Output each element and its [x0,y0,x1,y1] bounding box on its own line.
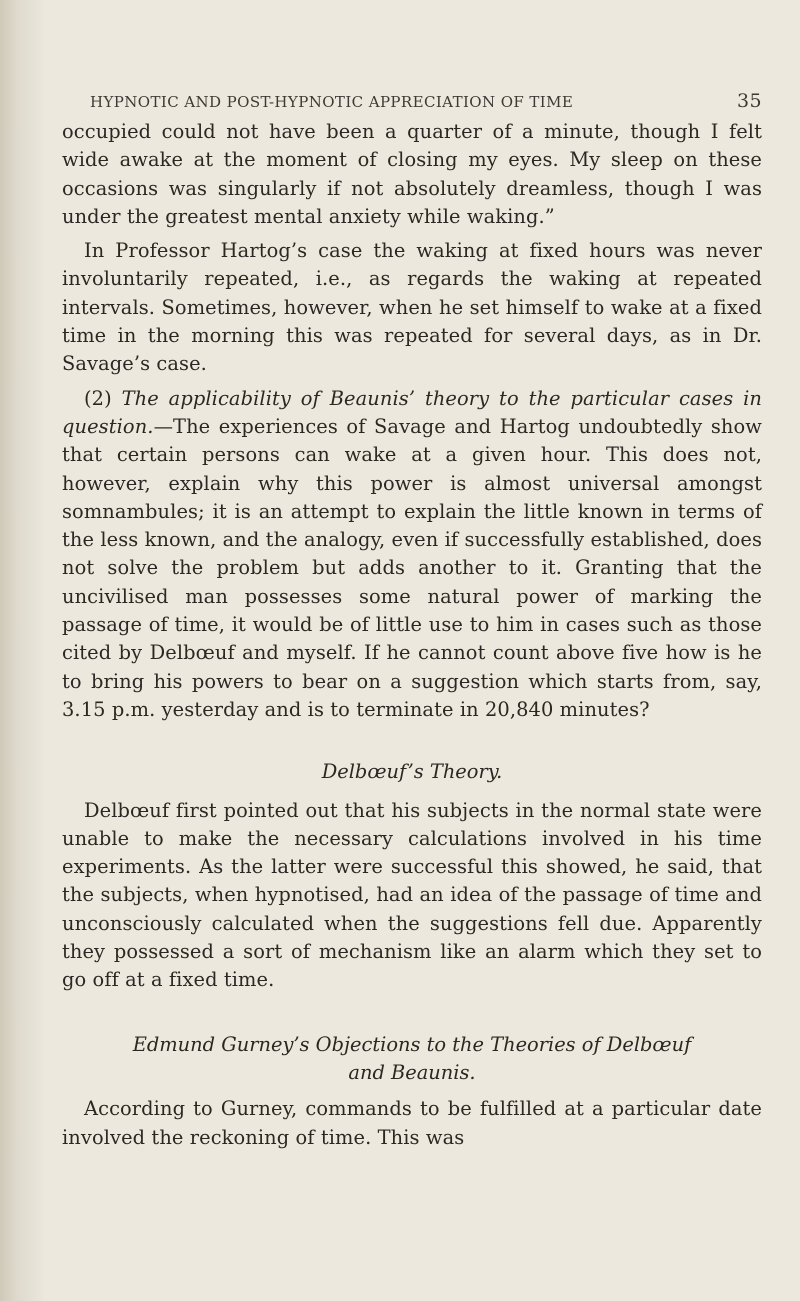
paragraph-gurney: According to Gurney, commands to be fulfilled at a particular date involved the reckoning of time. This was [62,1097,762,1149]
heading-delboeuf-theory: Delbœuf’s Theory. [321,760,503,784]
section-title-italic: The applicability of Beaunis’ theory to the particular cases in question. [62,386,762,438]
paragraph-hartog-case: In Professor Hartog’s case the waking at fixed hours was never involuntarily repeated, i.e., as regards the waking at repeated intervals. Sometimes, however, when he set himself to wake at a fixed time in the morning this was repeated for several days, as in Dr. Savage’s case. [62,239,762,376]
heading-gurney-objections [62,1031,762,1088]
running-head-title: HYPNOTIC AND POST-HYPNOTIC APPRECIATION OF TIME [90,93,574,111]
paragraph-continuation: occupied could not have been a quarter of a minute, though I felt wide awake at the moment of closing my eyes. My sleep on these occasions was singularly if not absolutely dreamless, though I was under the greatest mental anxiety while waking.” [62,120,762,228]
section-number: (2) [84,386,122,410]
running-head [62,90,762,112]
heading-gurney-line-2: and Beaunis. [348,1060,476,1084]
book-gutter-shadow [0,0,44,1301]
book-page [62,90,762,1152]
heading-gurney-line-1: Edmund Gurney’s Objections to the Theories of Delbœuf [132,1032,692,1056]
paragraph-applicability-body: —The experiences of Savage and Hartog undoubtedly show that certain persons can wake at a given hour. This does not, however, explain why this power is almost universal amongst somnambules; it is an attempt to explain the little known in terms of the less known, and the analogy, even if successfully established, does not solve the problem but adds another to it. Granting that the uncivilised man possesses some natural power of marking the passage of time, it would be of little use to him in cases such as those cited by Delbœuf and myself. If he cannot count above five how is he to bring his powers to bear on a suggestion which starts from, say, 3.15 p.m. yesterday and is to terminate in 20,840 minutes? [62,414,762,721]
page-number: 35 [737,90,762,112]
paragraph-applicability [62,385,762,725]
paragraph-delboeuf: Delbœuf first pointed out that his subjects in the normal state were unable to make the necessary calculations involved in his time experiments. As the latter were successful this showed, he said, that the subjects, when hypnotised, had an idea of the passage of time and unconsciously calculated when the suggestions fell due. Apparently they possessed a sort of mechanism like an alarm which they set to go off at a fixed time. [62,798,762,992]
